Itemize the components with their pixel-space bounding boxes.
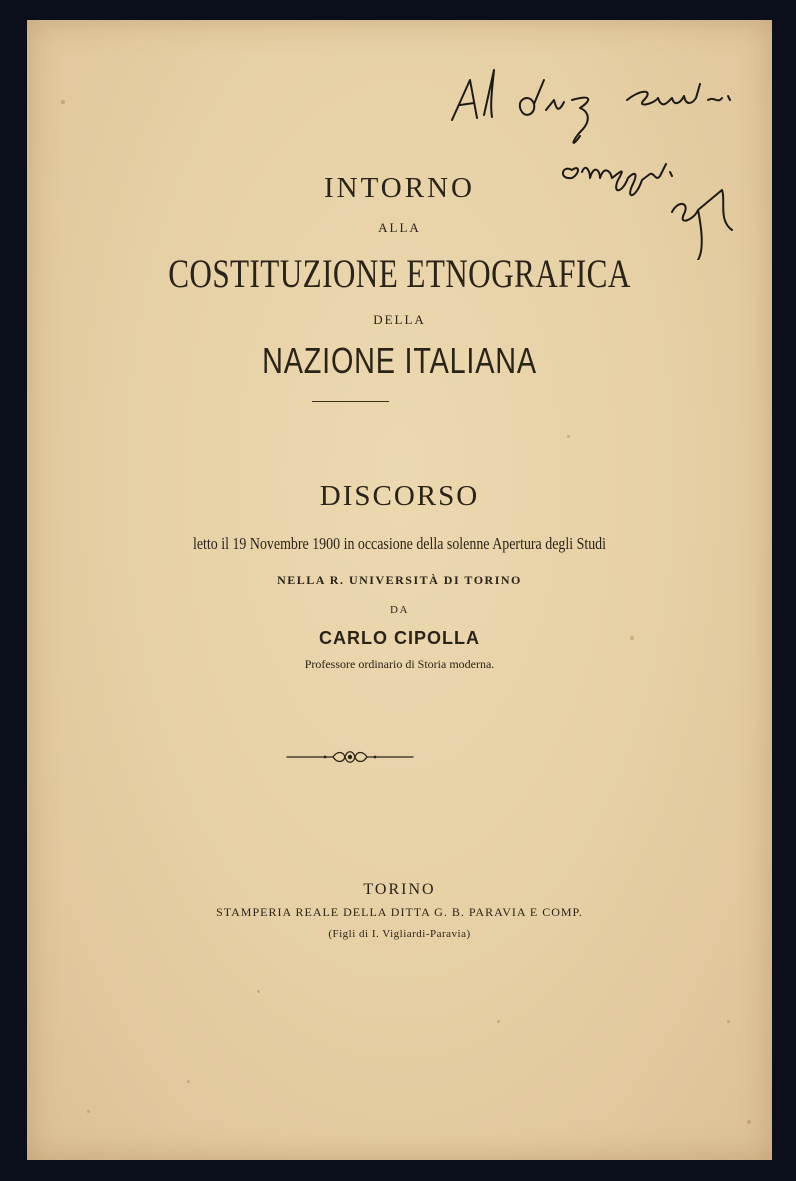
foxing-spot	[630, 636, 634, 640]
title-della: DELLA	[373, 312, 426, 327]
title-costituzione: COSTITUZIONE ETNOGRAFICA	[168, 251, 631, 296]
ornament-divider	[285, 747, 415, 767]
foxing-spot	[87, 1110, 90, 1113]
speech-by: DA	[390, 604, 409, 616]
title-alla: ALLA	[378, 220, 421, 235]
title-page	[27, 20, 772, 1160]
title-nazione: NAZIONE ITALIANA	[262, 340, 537, 381]
foxing-spot	[187, 1080, 190, 1083]
foxing-spot	[497, 1020, 500, 1023]
foxing-spot	[257, 990, 260, 993]
speech-heading: DISCORSO	[319, 480, 480, 512]
author-role: Professore ordinario di Storia moderna.	[304, 657, 495, 671]
imprint-city: TORINO	[363, 881, 436, 898]
imprint-successors: (Figli di I. Vigliardi-Paravia)	[328, 928, 471, 940]
speech-occasion: letto il 19 Novembre 1900 in occasione della solenne Apertura degli Studi	[192, 534, 607, 553]
foxing-spot	[727, 1020, 730, 1023]
title-divider	[312, 401, 389, 402]
title-intorno: INTORNO	[324, 172, 475, 204]
imprint-printer: STAMPERIA REALE DELLA DITTA G. B. PARAVIA E COMP.	[216, 905, 583, 919]
foxing-spot	[61, 100, 65, 104]
foxing-spot	[747, 1120, 751, 1124]
author-name: CARLO CIPOLLA	[319, 628, 480, 648]
speech-place: NELLA R. UNIVERSITÀ DI TORINO	[277, 573, 522, 587]
foxing-spot	[567, 435, 570, 438]
